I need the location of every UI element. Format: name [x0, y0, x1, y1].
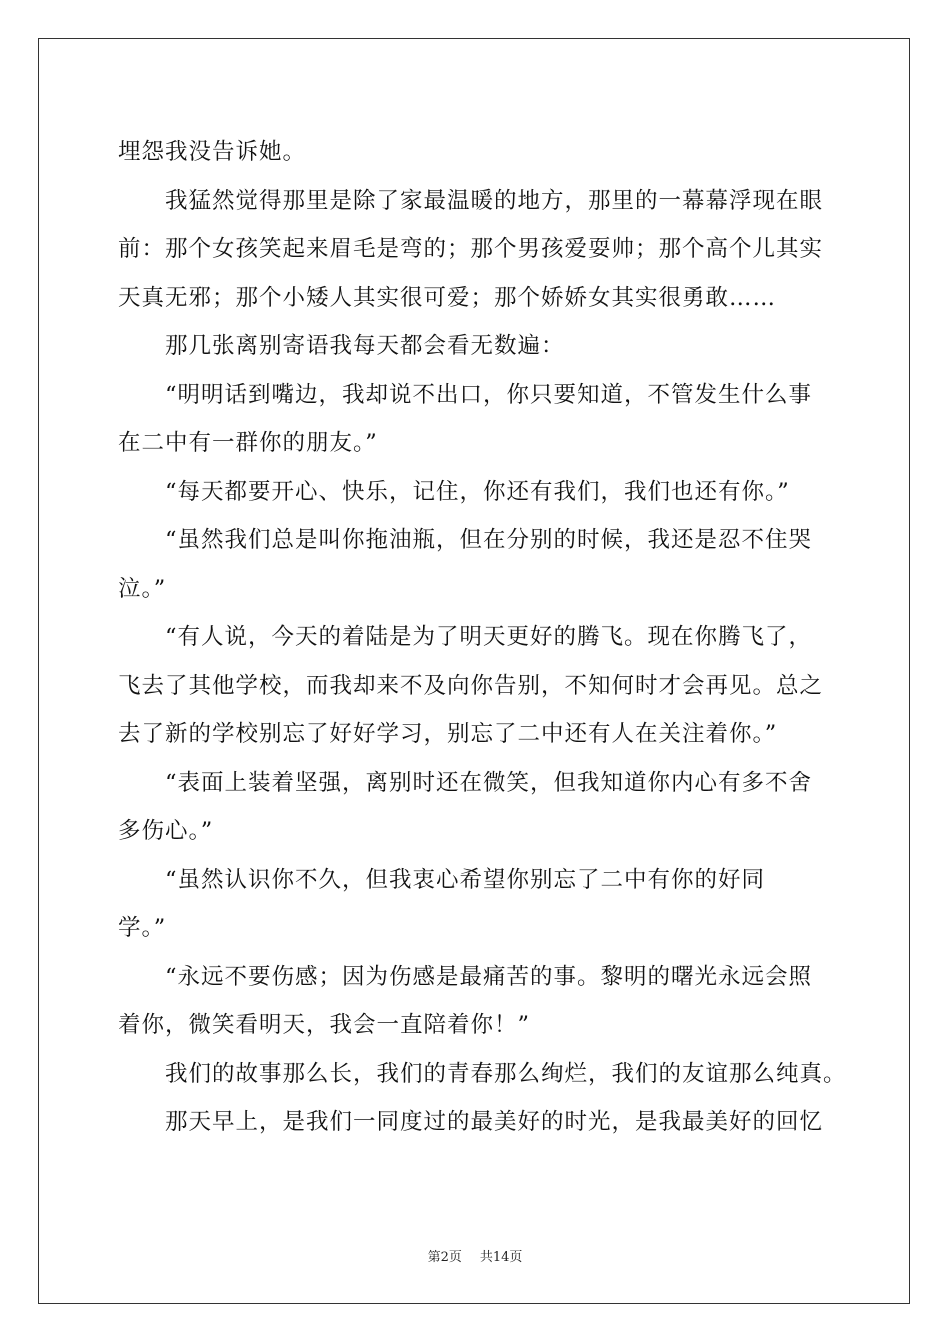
text-line: 在二中有一群你的朋友。”: [118, 430, 378, 456]
text-line: 埋怨我没告诉她。: [118, 139, 307, 165]
text-line: 前：那个女孩笑起来眉毛是弯的；那个男孩爱耍帅；那个高个儿其实: [118, 236, 824, 262]
text-line: 泣。”: [118, 575, 167, 602]
document-body: [118, 128, 847, 1147]
text-line: 飞去了其他学校，而我却来不及向你告别，不知何时才会再见。总之: [118, 672, 824, 699]
page-total: 共14页: [479, 1250, 523, 1265]
text-line: 那几张离别寄语我每天都会看无数遍：: [165, 333, 565, 359]
text-line: “虽然认识你不久，但我衷心希望你别忘了二中有你的好同: [165, 866, 766, 893]
text-line: 我们的故事那么长，我们的青春那么绚烂，我们的友谊那么纯真。: [165, 1060, 847, 1087]
text-line: 多伤心。”: [118, 818, 214, 844]
page-number: 第2页: [427, 1250, 462, 1265]
text-line: 我猛然觉得那里是除了家最温暖的地方，那里的一幕幕浮现在眼: [165, 187, 824, 214]
text-line: 去了新的学校别忘了好好学习，别忘了二中还有人在关注着你。”: [118, 721, 778, 747]
text-line: “有人说，今天的着陆是为了明天更好的腾飞。现在你腾飞了，: [165, 624, 813, 650]
text-line: “虽然我们总是叫你拖油瓶，但在分别的时候，我还是忍不住哭: [165, 527, 813, 553]
text-line: “每天都要开心、快乐，记住，你还有我们，我们也还有你。”: [165, 478, 790, 505]
page-footer: [0, 1246, 950, 1265]
text-line: “明明话到嘴边，我却说不出口，你只要知道，不管发生什么事: [165, 381, 813, 408]
text-line: 学。”: [118, 915, 167, 941]
text-line: “永远不要伤感；因为伤感是最痛苦的事。黎明的曙光永远会照: [165, 963, 813, 990]
text-line: “表面上装着坚强，离别时还在微笑，但我知道你内心有多不舍: [165, 769, 813, 796]
text-line: 那天早上，是我们一同度过的最美好的时光，是我最美好的回忆: [165, 1109, 824, 1135]
text-line: 着你，微笑看明天，我会一直陪着你！”: [118, 1012, 531, 1038]
text-line: 天真无邪；那个小矮人其实很可爱；那个娇娇女其实很勇敢……: [118, 284, 777, 311]
